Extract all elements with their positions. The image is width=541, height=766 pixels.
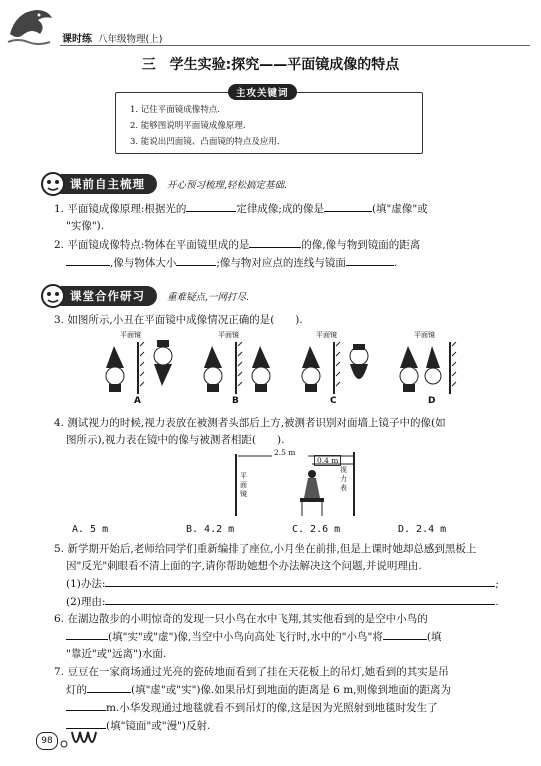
q3-figure — [100, 330, 480, 410]
question-6: 6. 在湖边散步的小明惊奇的发现一只小鸟在水中飞翔,其实他看到的是空中小鸟的 (填"实"或"虚")像,当空中小鸟向高处飞行时,水中的"小鸟"将 (填 "靠近"或"远离")水面. — [54, 613, 442, 660]
course-title: 八年级物理(上) — [98, 34, 163, 45]
goals-badge: 主攻关键词 — [228, 84, 297, 100]
brand-text: 课时练 — [62, 34, 92, 45]
section-title: 三 学生实验:探究——平面镜成像的特点 — [141, 57, 400, 73]
blank[interactable] — [186, 200, 236, 212]
blank[interactable] — [324, 200, 372, 212]
preview-banner-label: 课前自主梳理 — [52, 174, 157, 194]
page-number: 98 — [41, 736, 53, 746]
question-7: 7. 豆豆在一家商场通过光亮的瓷砖地面看到了挂在天花板上的吊灯,她看到的其实是吊 灯的 (填"虚"或"实")像.如果吊灯到地面的距离是 6 m,则像到地面的距离为 m.小华发现通过地毯就看不到吊灯的像,这是因为光照射到地毯时发生了 (填"镜面"或"漫")反射. — [54, 666, 451, 732]
option-c-label: C — [330, 396, 337, 406]
option-c-figure — [296, 330, 376, 410]
q4-option-d[interactable]: D. 2.4 m — [398, 524, 447, 535]
cartoon-mascot-icon — [40, 171, 66, 197]
goal-item-3: 3. 能说出凹面镜、凸面镜的特点及应用. — [130, 137, 280, 147]
dist-0-4m: 0.4 m — [314, 455, 341, 466]
option-b-figure — [198, 330, 278, 410]
option-a-figure — [100, 330, 180, 410]
eye-test-diagram-icon — [228, 450, 378, 520]
option-a-label: A — [134, 396, 141, 406]
blank[interactable] — [176, 254, 216, 266]
class-subtitle: 重难疑点,一网打尽. — [167, 292, 250, 303]
blank[interactable] — [249, 236, 301, 248]
q4-figure — [228, 450, 378, 520]
mirror-vertical-label: 平面镜 — [240, 472, 247, 498]
mirror-label: 平面镜 — [414, 331, 435, 339]
clown-and-mirror-icon — [100, 338, 180, 394]
question-1: 1. 平面镜成像原理:根据光的 定律成像;成的像是 (填"虚像"或 "实像"). — [54, 200, 514, 235]
chart-vertical-label: 视力表 — [340, 466, 347, 492]
q4-option-a[interactable]: A. 5 m — [72, 524, 109, 535]
option-d-figure — [394, 330, 474, 410]
goal-item-1: 1. 记住平面镜成像特点. — [130, 105, 221, 115]
header — [0, 0, 541, 48]
mirror-label: 平面镜 — [218, 331, 239, 339]
answer-line[interactable] — [105, 575, 495, 587]
question-2: 2. 平面镜成像特点:物体在平面镜里成的是 的像,像与物到镜面的距离 ,像与物体大小 ;像与物对应点的连线与镜面 . — [54, 236, 514, 272]
blank[interactable] — [346, 254, 394, 266]
answer-line[interactable] — [105, 593, 495, 605]
question-4: 4. 测试视力的时候,视力表放在被测者头部后上方,被测者识别对面墙上镜子中的像(如 图所示),视力表在镜中的像与被测者相距( ). — [54, 417, 446, 446]
goals-box — [115, 88, 423, 154]
option-b-label: B — [232, 396, 239, 406]
goal-item-2: 2. 能够图说明平面镜成像原理. — [130, 121, 246, 131]
header-rule — [60, 45, 530, 46]
dist-2-5m: 2.5 m — [274, 448, 296, 457]
clown-and-mirror-icon — [296, 338, 376, 394]
footer-decoration-icon — [58, 728, 102, 754]
class-banner — [40, 286, 249, 306]
mirror-label: 平面镜 — [120, 331, 141, 339]
question-3: 3. 如图所示,小丑在平面镜中成像情况正确的是( ). — [54, 314, 303, 326]
page-number-badge — [36, 732, 58, 750]
question-5: 5. 新学期开始后,老师给同学们重新编排了座位,小月坐在前排,但是上课时她却总感到黑板上 因"反光"刺眼看不清上面的字,请你帮助她想个办法解决这个问题,并说明理由. (1)办法: ; (2)理由: . — [54, 543, 499, 608]
preview-banner — [40, 174, 287, 194]
blank[interactable] — [66, 699, 106, 711]
clown-and-mirror-icon — [394, 338, 474, 394]
mirror-label: 平面镜 — [316, 331, 337, 339]
q4-option-b[interactable]: B. 4.2 m — [186, 524, 235, 535]
blank[interactable] — [87, 681, 131, 693]
blank[interactable] — [66, 254, 110, 266]
option-d-label: D — [428, 396, 436, 406]
preview-subtitle: 开心预习梳理,轻松搞定基础. — [167, 180, 288, 191]
dolphin-logo-icon — [6, 4, 56, 46]
brand-logo — [62, 30, 92, 45]
class-banner-label: 课堂合作研习 — [52, 286, 157, 306]
cartoon-mascot-icon — [40, 283, 66, 309]
q4-option-c[interactable]: C. 2.6 m — [292, 524, 341, 535]
clown-and-mirror-icon — [198, 338, 278, 394]
blank[interactable] — [383, 628, 427, 640]
blank[interactable] — [66, 628, 108, 640]
